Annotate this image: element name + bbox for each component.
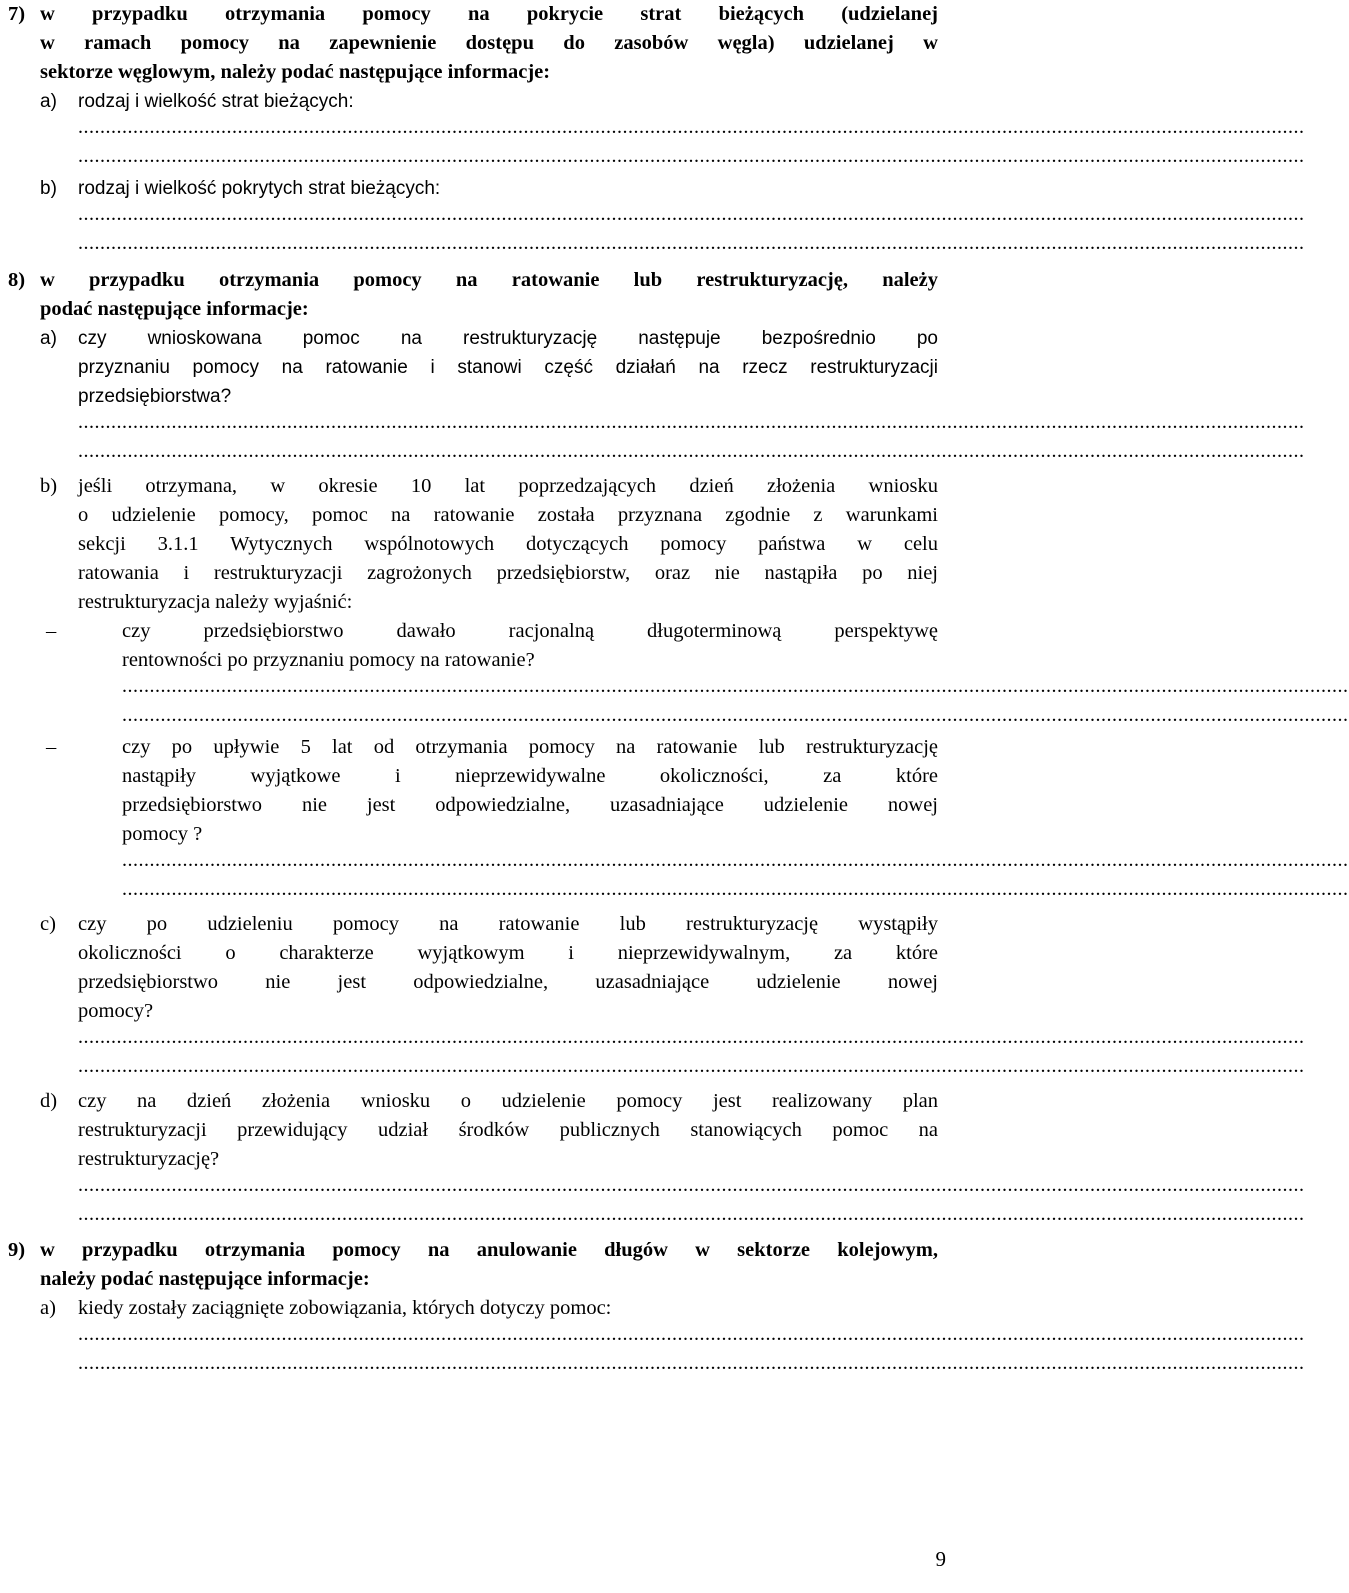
answer-dotline: ...............................................................................................................................................................................................................................	[78, 1026, 1305, 1048]
answer-dotline: ...............................................................................................................................................................................................................................	[122, 849, 1349, 871]
section-8-item-c-line-1: c) czy po udzieleniu pomocy na ratowanie lub restrukturyzację wystąpiły	[40, 913, 938, 935]
section-7-item-a: a) rodzaj i wielkość strat bieżących:	[40, 91, 354, 112]
section-8-b-dash-2-line-4: pomocy ?	[122, 823, 203, 845]
section-8-line-2: podać następujące informacje:	[40, 298, 309, 320]
section-7-number: 7)	[8, 3, 26, 25]
answer-dotline: ...............................................................................................................................................................................................................................	[78, 1323, 1305, 1345]
section-8-item-c-line-4: pomocy?	[78, 1000, 154, 1022]
answer-dotline: ...............................................................................................................................................................................................................................	[122, 704, 1349, 726]
section-9-line-2: należy podać następujące informacje:	[40, 1268, 370, 1290]
answer-dotline: ...............................................................................................................................................................................................................................	[78, 440, 1305, 462]
section-8-item-b-line-4: ratowania i restrukturyzacji zagrożonych przedsiębiorstw, oraz nie nastąpiła po niej	[78, 562, 938, 584]
section-8-item-d-line-3: restrukturyzację?	[78, 1148, 220, 1170]
answer-dotline: ...............................................................................................................................................................................................................................	[122, 878, 1349, 900]
section-7-item-b: b) rodzaj i wielkość pokrytych strat bieżących:	[40, 178, 441, 199]
section-8-item-c-line-2: okoliczności o charakterze wyjątkowym i nieprzewidywalnym, za które	[78, 942, 938, 964]
section-7-line-1: 7) w przypadku otrzymania pomocy na pokrycie strat bieżących (udzielanej	[0, 0, 960, 29]
section-7-line-3: sektorze węglowym, należy podać następujące informacje:	[40, 61, 551, 83]
answer-dotline: ...............................................................................................................................................................................................................................	[78, 232, 1305, 254]
answer-dotline: ...............................................................................................................................................................................................................................	[78, 411, 1305, 433]
section-8-line-1: 8) w przypadku otrzymania pomocy na ratowanie lub restrukturyzację, należy	[0, 266, 960, 295]
answer-dotline: ...............................................................................................................................................................................................................................	[78, 1352, 1305, 1374]
section-8-b-dash-2-line-2: nastąpiły wyjątkowe i nieprzewidywalne okoliczności, za które	[122, 765, 938, 787]
section-8-item-a-line-3: przedsiębiorstwa?	[78, 386, 232, 407]
section-8-item-b-line-5: restrukturyzacja należy wyjaśnić:	[78, 591, 353, 613]
section-8-item-b-line-3: sekcji 3.1.1 Wytycznych wspólnotowych dotyczących pomocy państwa w celu	[78, 533, 938, 555]
section-8-item-a-line-2: przyznaniu pomocy na ratowanie i stanowi część działań na rzecz restrukturyzacji	[78, 357, 938, 378]
section-8-item-d-line-1: d) czy na dzień złożenia wniosku o udzielenie pomocy jest realizowany plan	[40, 1090, 938, 1112]
page-number: 9	[935, 1547, 946, 1571]
section-8-item-c-line-3: przedsiębiorstwo nie jest odpowiedzialne, uzasadniające udzielenie nowej	[78, 971, 938, 993]
section-7-line-2: w ramach pomocy na zapewnienie dostępu do zasobów węgla) udzielanej w	[40, 32, 938, 54]
answer-dotline: ...............................................................................................................................................................................................................................	[78, 116, 1305, 138]
answer-dotline: ...............................................................................................................................................................................................................................	[78, 1203, 1305, 1225]
answer-dotline: ...............................................................................................................................................................................................................................	[78, 203, 1305, 225]
section-9-item-a: a) kiedy zostały zaciągnięte zobowiązania, których dotyczy pomoc:	[40, 1297, 612, 1319]
dash-bullet: –	[46, 620, 57, 642]
answer-dotline: ...............................................................................................................................................................................................................................	[122, 675, 1349, 697]
section-9-number: 9)	[8, 1239, 26, 1261]
answer-dotline: ...............................................................................................................................................................................................................................	[78, 145, 1305, 167]
dash-bullet: –	[46, 736, 57, 758]
section-8-b-dash-1-line-1: – czy przedsiębiorstwo dawało racjonalną długoterminową perspektywę	[0, 617, 960, 646]
section-8-number: 8)	[8, 269, 26, 291]
section-8-item-b-line-2: o udzielenie pomocy, pomoc na ratowanie została przyznana zgodnie z warunkami	[78, 504, 938, 526]
section-8-b-dash-1-line-2: rentowności po przyznaniu pomocy na ratowanie?	[122, 649, 535, 671]
answer-dotline: ...............................................................................................................................................................................................................................	[78, 1174, 1305, 1196]
section-8-b-dash-2-line-1: – czy po upływie 5 lat od otrzymania pomocy na ratowanie lub restrukturyzację	[0, 733, 960, 762]
section-8-item-a-line-1: a) czy wnioskowana pomoc na restrukturyzację następuje bezpośrednio po	[40, 328, 938, 349]
section-9-line-1: 9) w przypadku otrzymania pomocy na anulowanie długów w sektorze kolejowym,	[0, 1236, 960, 1265]
section-8-item-b-line-1: b) jeśli otrzymana, w okresie 10 lat poprzedzających dzień złożenia wniosku	[40, 475, 938, 497]
answer-dotline: ...............................................................................................................................................................................................................................	[78, 1055, 1305, 1077]
section-8-b-dash-2-line-3: przedsiębiorstwo nie jest odpowiedzialne, uzasadniające udzielenie nowej	[122, 794, 938, 816]
section-8-item-d-line-2: restrukturyzacji przewidujący udział środków publicznych stanowiących pomoc na	[78, 1119, 938, 1141]
